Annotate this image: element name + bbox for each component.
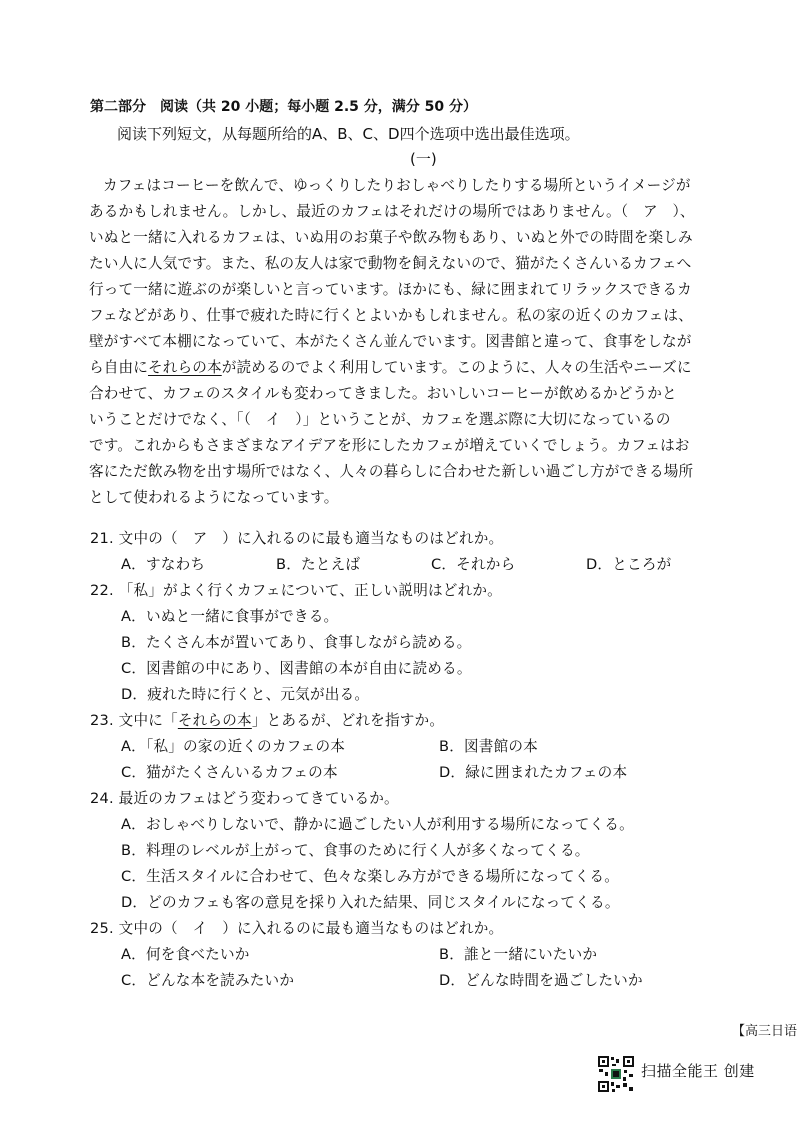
option-b: B．図書館の本 <box>439 738 538 755</box>
option-d: D．どのカフェも客の意見を採り入れた結果、同じスタイルになってくる。 <box>121 894 620 911</box>
question-list <box>90 526 790 994</box>
underlined-phrase: それらの本 <box>147 359 222 376</box>
question-24 <box>90 786 790 916</box>
question-21 <box>90 526 790 578</box>
option-d: D．疲れた時に行くと、元気が出る。 <box>121 686 370 703</box>
option-c: C．それから <box>431 556 516 573</box>
option-c: C．図書館の中にあり、図書館の本が自由に読める。 <box>121 660 472 677</box>
passage-line: 合わせて、カフェのスタイルも変わってきました。おいしいコーヒーが飲めるかどうかと <box>89 385 677 402</box>
option-a: A．何を食べたいか <box>121 946 250 963</box>
passage-line: 行って一緒に遊ぶのが楽しいと言っています。ほかにも、緑に囲まれてリラックスできるカ <box>89 281 692 298</box>
question-stem: 21. 文中の（ ア ）に入れるのに最も適当なものはどれか。 <box>90 530 504 547</box>
passage-text: が読めるのでよく利用しています。このように、人々の生活やニーズに <box>221 359 692 376</box>
section-title: 第二部分 阅读（共 20 小题；每小题 2.5 分，满分 50 分） <box>90 99 478 115</box>
option-a: A．「私」の家の近くのカフェの本 <box>121 738 346 755</box>
passage-line: 壁がすべて本棚になっていて、本がたくさん並んでいます。図書館と違って、食事をしなが <box>89 333 692 350</box>
option-a: A．いぬと一緒に食事ができる。 <box>121 608 339 625</box>
passage-text: ら自由に <box>89 359 148 376</box>
option-a: A．おしゃべりしないで、静かに過ごしたい人が利用する場所になってくる。 <box>121 816 634 833</box>
underlined-phrase: それらの本 <box>177 712 252 729</box>
option-c: C．生活スタイルに合わせて、色々な楽しみ方ができる場所になってくる。 <box>121 868 620 885</box>
passage-line <box>89 355 789 381</box>
scanner-watermark: 扫描全能王 创建 <box>641 1062 755 1080</box>
option-d: D．ところが <box>586 556 672 573</box>
option-d: D．緑に囲まれたカフェの本 <box>439 764 628 781</box>
passage-line: です。これからもさまざまなアイデアを形にしたカフェが増えていくでしょう。カフェはお <box>89 437 690 454</box>
passage-line: たい人に人気です。また、私の友人は家で動物を飼えないので、猫がたくさんいるカフェへ <box>89 255 692 272</box>
passage-line: いぬと一緒に入れるカフェは、いぬ用のお菓子や飲み物もあり、いぬと外での時間を楽しみ <box>89 229 693 246</box>
qr-code-icon <box>597 1055 635 1093</box>
footer-subject-tag: 【高三日语 <box>732 1024 798 1039</box>
option-d: D．どんな時間を過ごしたいか <box>439 972 643 989</box>
stem-text: 」とあるが、どれを指すか。 <box>251 712 445 729</box>
reading-passage <box>89 173 789 511</box>
question-stem: 22. 「私」がよく行くカフェについて、正しい説明はどれか。 <box>90 582 502 599</box>
passage-line: フェなどがあり、仕事で疲れた時に行くとよいかもしれません。私の家の近くのカフェは、 <box>89 307 693 324</box>
stem-text: 23. 文中に「 <box>90 712 178 729</box>
option-b: B．誰と一緒にいたいか <box>439 946 598 963</box>
reading-instruction: 阅读下列短文，从每题所给的A、B、C、D四个选项中选出最佳选项。 <box>117 125 580 143</box>
question-stem: 24. 最近のカフェはどう変わってきているか。 <box>90 790 399 807</box>
question-stem <box>90 708 790 734</box>
passage-line: 客にただ飲み物を出す場所ではなく、人々の暮らしに合わせた新しい過ごし方ができる場所 <box>89 463 694 480</box>
passage-number: (一) <box>410 150 437 168</box>
option-b: B．料理のレベルが上がって、食事のために行く人が多くなってくる。 <box>121 842 590 859</box>
question-23 <box>90 708 790 786</box>
question-22 <box>90 578 790 708</box>
passage-line: いうことだけでなく、「（ イ ）」ということが、カフェを選ぶ際に大切になっているの <box>89 411 671 428</box>
question-25 <box>90 916 790 994</box>
passage-line: として使われるようになっています。 <box>89 489 339 506</box>
option-c: C．どんな本を読みたいか <box>121 972 295 989</box>
passage-line: あるかもしれません。しかし、最近のカフェはそれだけの場所ではありません。（ ア ）、 <box>89 203 695 220</box>
question-stem: 25. 文中の（ イ ）に入れるのに最も適当なものはどれか。 <box>90 920 504 937</box>
option-b: B．たとえば <box>276 556 361 573</box>
option-b: B．たくさん本が置いてあり、食事しながら読める。 <box>121 634 472 651</box>
option-a: A．すなわち <box>121 556 206 573</box>
passage-line: カフェはコーヒーを飲んで、ゆっくりしたりおしゃべりしたりする場所というイメージが <box>103 177 691 194</box>
option-c: C．猫がたくさんいるカフェの本 <box>121 764 338 781</box>
